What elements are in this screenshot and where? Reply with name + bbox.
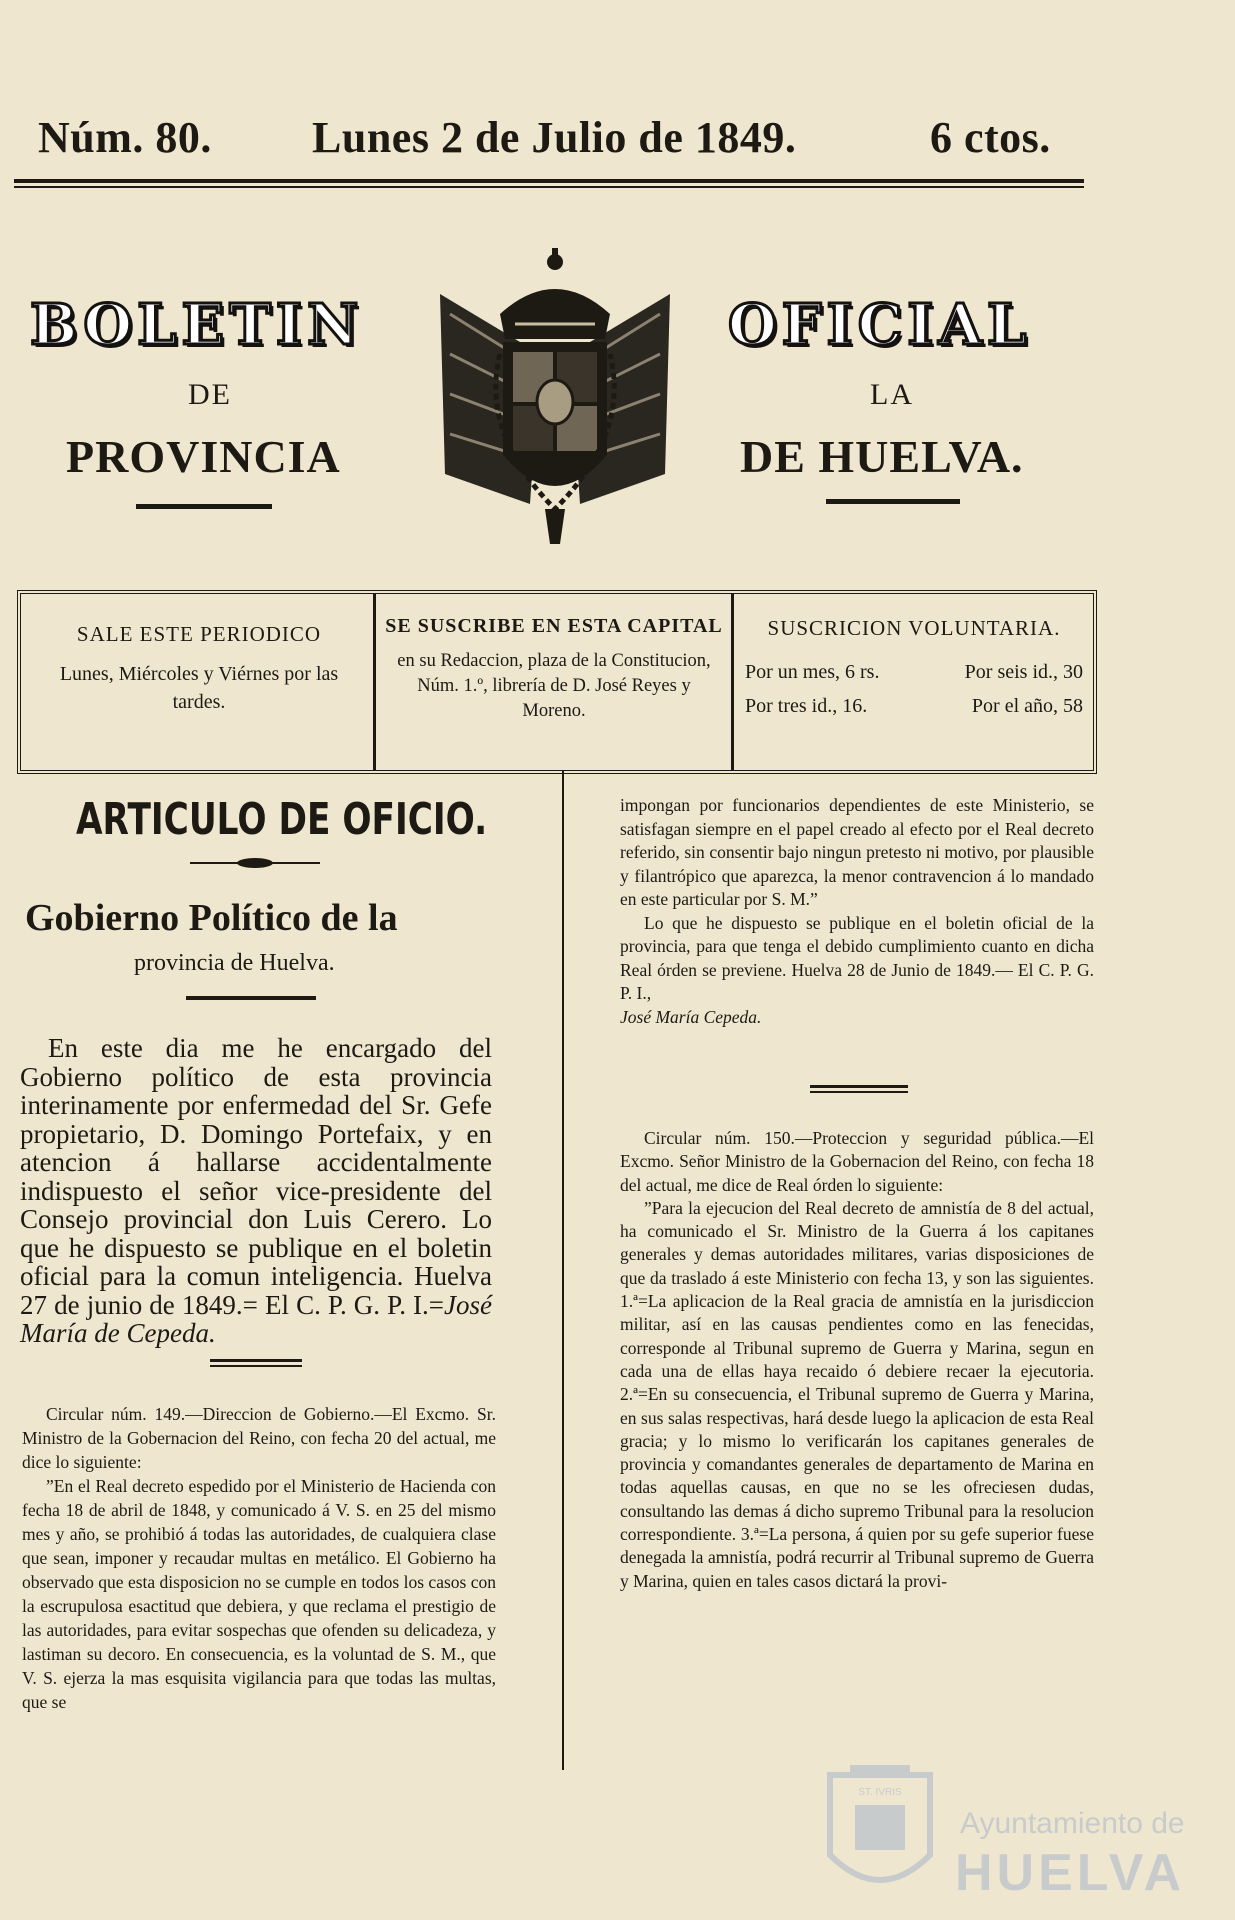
ornament-divider-icon [190, 856, 320, 870]
right-separator-bottom [810, 1091, 908, 1093]
article-heading: Gobierno Político de la [25, 897, 398, 939]
info-publication-schedule [29, 620, 369, 760]
watermark-line1: Ayuntamiento de [960, 1807, 1185, 1840]
coat-of-arms-icon [420, 244, 690, 546]
masthead-rule-thin [14, 186, 1084, 188]
info-divider-2 [731, 594, 734, 770]
info-schedule-text: Lunes, Miércoles y Viérnes por las tardes. [59, 663, 339, 713]
circular-149-intro: Circular núm. 149.—Direccion de Gobierno.—El Excmo. Sr. Ministro de la Gobernacion del Reino, con fecha 20 del actual, me dice lo siguiente: [22, 1404, 496, 1472]
issue-number: Núm. 80. [38, 113, 212, 162]
info-schedule-heading: SALE ESTE PERIODICO [76, 622, 322, 646]
title-de-huelva: DE HUELVA. [740, 431, 1024, 482]
circular-150-body: ”Para la ejecucion del Real decreto de amnistía de 8 del actual, ha comunicado el Sr. Ministro de la Guerra á los capitanes generales y demas autoridades militares, varias disposiciones de que da traslado á este Ministerio con fecha 13, y son las siguientes. 1.ª=La aplicacion de la Real gracia de amnistía en la jurisdiccion militar, así en las causas pendientes como en las fenecidas, corresponde al Tribunal supremo de Guerra y Marina, segun en cada una de ellas haya recaido ó debiere recaer la ejecutoria. 2.ª=En su consecuencia, el Tribunal supremo de Guerra y Marina, en sus salas respectivas, hará desde luego la aplicacion de esta Real gracia; y lo mismo lo verificarán los capitanes generales de provincia y comandantes generales de departamento de Marina en todas aquellas causas, en que no se les ofreciesen dudas, consultando las demas á dicho supremo Tribunal para la resolucion correspondiente. 3.ª=La persona, á quien por su gefe superior fuese denegada la amnistía, podrá recurrir al Tribunal supremo de Guerra y Marina, quien en tales casos dictará la provi- [620, 1197, 1094, 1591]
title-de: DE [188, 378, 232, 411]
title-provincia: PROVINCIA [66, 431, 341, 482]
circular-150 [620, 1127, 1094, 1593]
price-one-month: Por un mes, 6 rs. [745, 661, 880, 683]
lead-article-signature: José María de Cepeda. [20, 1289, 492, 1348]
left-separator-bottom [210, 1365, 302, 1367]
title-la: LA [870, 378, 914, 411]
circular-149 [22, 1402, 496, 1714]
subscription-info-box [17, 590, 1097, 774]
issue-date: Lunes 2 de Julio de 1849. [312, 113, 797, 162]
lead-article [20, 1034, 492, 1348]
watermark-line2: HUELVA [955, 1844, 1186, 1902]
left-separator-top [210, 1359, 302, 1362]
info-place-text: en su Redaccion, plaza de la Constitucion, Núm. 1.º, librería de D. José Reyes y Moreno. [397, 651, 711, 721]
circular-149-body: ”En el Real decreto espedido por el Ministerio de Hacienda con fecha 18 de abril de 1848, y comunicado á V. S. en 25 del mismo mes y año, se prohibió á todas las autoridades, de cualquiera clase que sean, imponer y recaudar multas en metálico. El Gobierno ha observado que esta disposicion no se cumple en todos los casos con la escrupulosa esactitud que debiera, y que reclama el prestigio de las autoridades, para evitar sospechas que ofenden su delicadeza, y lastiman su decoro. En consecuencia, es la voluntad de S. M., que V. S. ejerza la mas esquisita vigilancia para que todas las multas, que se [22, 1476, 496, 1712]
lead-article-text: En este dia me he encargado del Gobierno político de esta provincia interinamente por enfermedad del Sr. Gefe propietario, D. Domingo Portefaix, y en atencion á hallarse accidentalmente indispuesto el señor vice-presidente del Consejo provincial don Luis Cerero. Lo que he dispuesto se publique en el boletin oficial para la comun inteligencia. Huelva 27 de junio de 1849.= El C. P. G. P. I.= [20, 1033, 492, 1320]
circular-149-closing: Lo que he dispuesto se publique en el boletin oficial de la provincia, para que tenga el debido cumplimiento cuanto en dicha Real órden se previene. Huelva 28 de Junio de 1849.— El C. P. G. P. I., [620, 912, 1094, 1003]
section-title: ARTICULO DE OFICIO. [76, 794, 488, 845]
circular-149-signature: José María Cepeda. [620, 1006, 762, 1027]
huelva-shield-icon [820, 1755, 940, 1905]
price-six-months: Por seis id., 30 [964, 661, 1083, 683]
price-three-months: Por tres id., 16. [745, 695, 868, 717]
title-left-rule [136, 504, 272, 509]
info-prices-heading: SUSCRICION VOLUNTARIA. [767, 616, 1061, 640]
masthead-rule [14, 179, 1084, 183]
info-subscription-prices [741, 614, 1087, 760]
circular-150-intro: Circular núm. 150.—Proteccion y seguridad pública.—El Excmo. Señor Ministro de la Gobernacion del Reino, con fecha 18 del actual, me dice de Real órden lo siguiente: [620, 1128, 1094, 1195]
info-subscription-place [383, 614, 725, 760]
price-one-year: Por el año, 58 [971, 695, 1083, 717]
ayuntamiento-watermark [820, 1755, 1200, 1905]
right-column-continuation [620, 794, 1094, 1029]
title-boletin: BOLETIN [30, 292, 364, 358]
heading-rule [186, 996, 316, 1000]
title-right-rule [826, 499, 960, 504]
title-oficial: OFICIAL [728, 292, 1032, 358]
info-divider-1 [373, 594, 376, 770]
info-place-heading: SE SUSCRIBE EN ESTA CAPITAL [385, 615, 723, 637]
issue-price: 6 ctos. [930, 113, 1051, 162]
right-separator-top [810, 1085, 908, 1088]
watermark-seal-text: ST. IVRIS [858, 1787, 902, 1798]
column-divider [562, 770, 564, 1770]
article-subheading: provincia de Huelva. [134, 950, 335, 976]
circular-149-continuation: impongan por funcionarios dependientes de este Ministerio, se satisfagan siempre en el papel creado al efecto por el Real decreto referido, sin consentir bajo ningun pretesto ni motivo, por plausible y filantrópico que aparezca, la menor contravencion á lo mandado en este particular por S. M.” [620, 795, 1094, 909]
